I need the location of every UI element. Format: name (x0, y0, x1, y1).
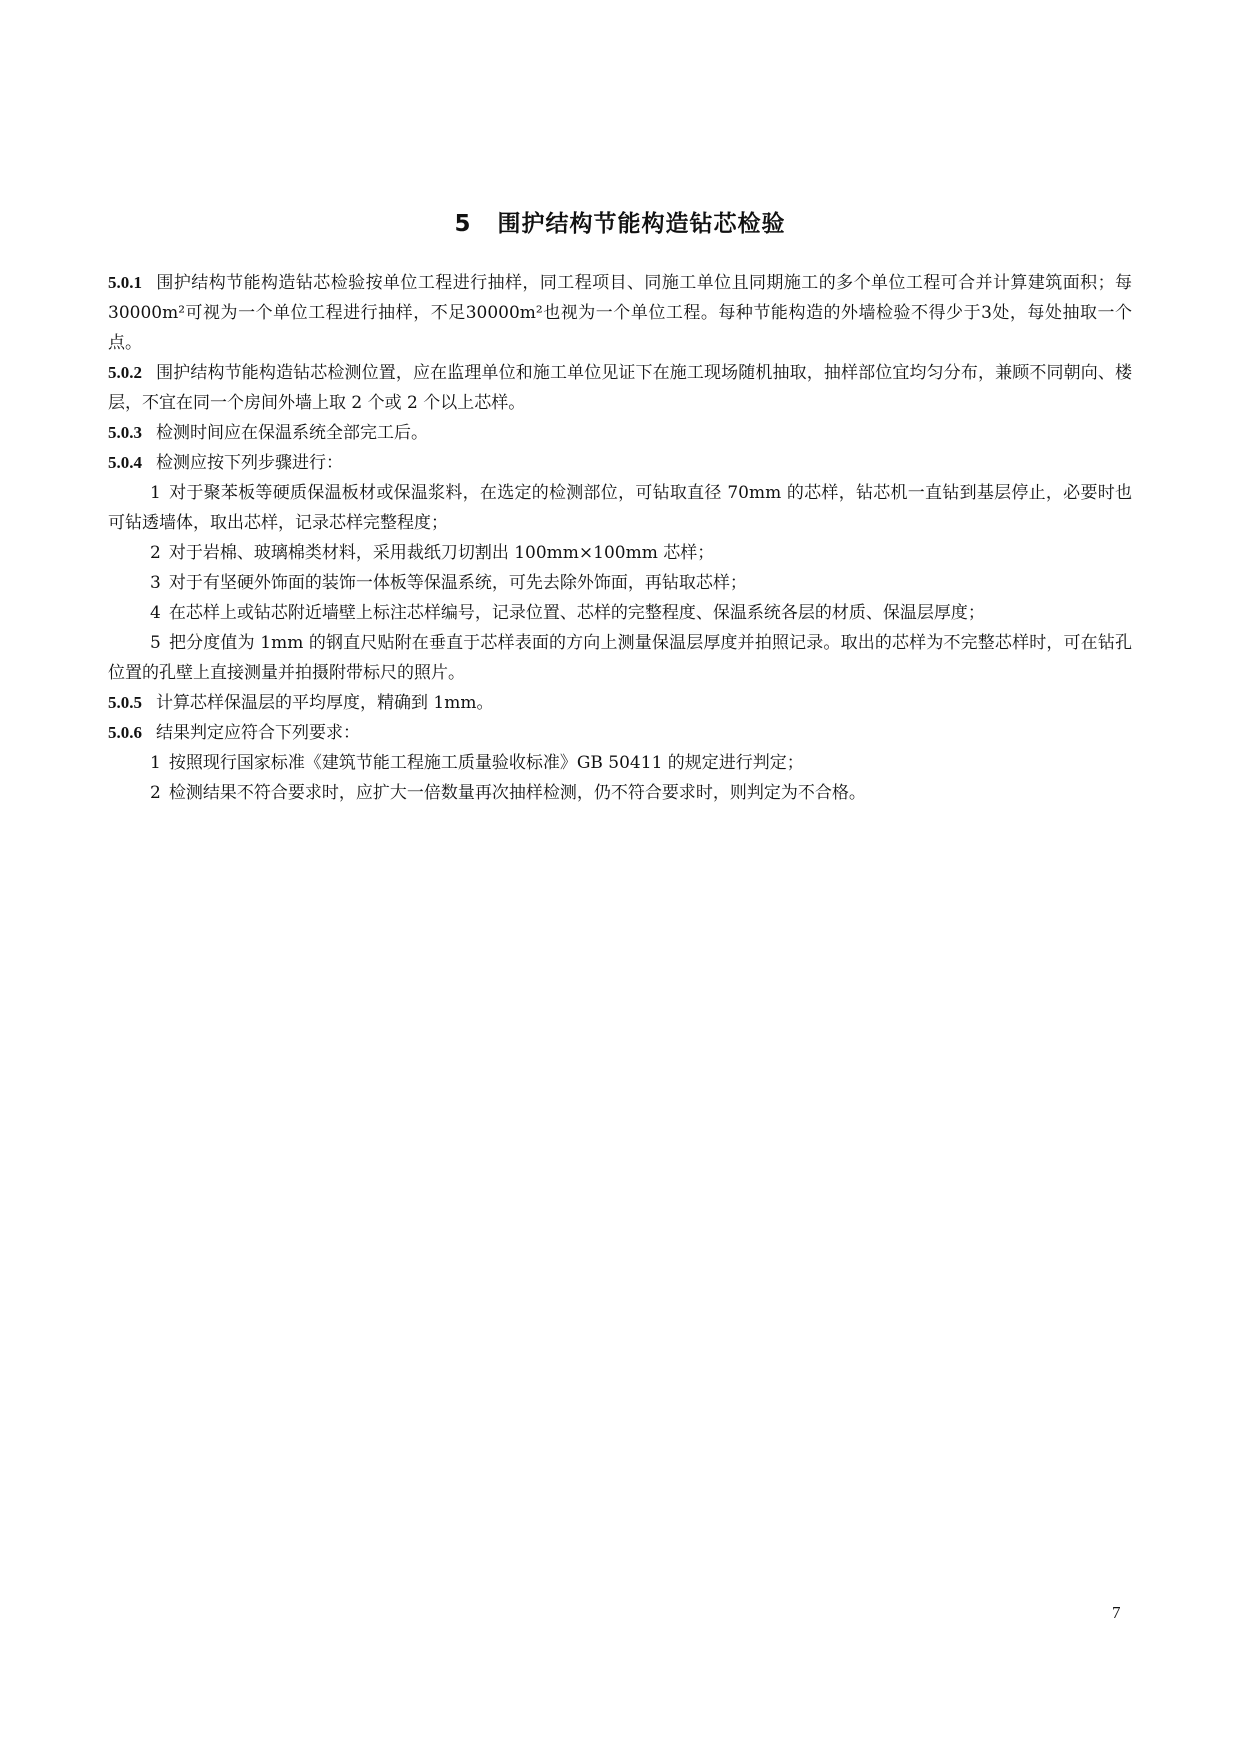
document-body (108, 205, 1132, 808)
clause-text: 结果判定应符合下列要求： (156, 723, 360, 743)
result-text: 按照现行国家标准《建筑节能工程施工质量验收标准》GB 50411 的规定进行判定； (168, 753, 804, 773)
clause-text: 检测应按下列步骤进行： (156, 453, 343, 473)
clause-5-0-5 (108, 688, 1132, 718)
clause-number: 5.0.3 (108, 423, 142, 442)
clause-number: 5.0.6 (108, 723, 142, 742)
clause-5-0-4 (108, 448, 1132, 478)
step-text: 把分度值为 1mm 的钢直尺贴附在垂直于芯样表面的方向上测量保温层厚度并拍照记录。取出的芯样为不完整芯样时，可在钻孔位置的孔壁上直接测量并拍摄附带标尺的照片。 (108, 633, 1132, 683)
clause-5-0-1 (108, 268, 1132, 358)
step-number: 4 (150, 603, 161, 623)
result-item (108, 748, 1132, 778)
step-item (108, 568, 1132, 598)
clause-number: 5.0.4 (108, 453, 142, 472)
result-item (108, 778, 1132, 808)
result-number: 1 (150, 753, 161, 773)
step-item (108, 628, 1132, 688)
clause-number: 5.0.1 (108, 273, 142, 292)
clause-5-0-6 (108, 718, 1132, 748)
clause-text: 检测时间应在保温系统全部完工后。 (156, 423, 428, 443)
step-item (108, 478, 1132, 538)
step-number: 2 (150, 543, 161, 563)
step-text: 对于有坚硬外饰面的装饰一体板等保温系统，可先去除外饰面，再钻取芯样； (168, 573, 747, 593)
clause-text: 围护结构节能构造钻芯检测位置，应在监理单位和施工单位见证下在施工现场随机抽取，抽样部位宜均匀分布，兼顾不同朝向、楼层，不宜在同一个房间外墙上取 2 个或 2 个以上芯样。 (108, 363, 1132, 413)
chapter-heading (108, 205, 1132, 238)
clause-5-0-2 (108, 358, 1132, 418)
step-number: 3 (150, 573, 161, 593)
result-text: 检测结果不符合要求时，应扩大一倍数量再次抽样检测，仍不符合要求时，则判定为不合格。 (168, 783, 866, 803)
clause-text: 计算芯样保温层的平均厚度，精确到 1mm。 (156, 693, 494, 713)
step-item (108, 538, 1132, 568)
step-text: 在芯样上或钻芯附近墙壁上标注芯样编号，记录位置、芯样的完整程度、保温系统各层的材质、保温层厚度； (168, 603, 985, 623)
chapter-number: 5 (454, 211, 472, 237)
chapter-title: 围护结构节能构造钻芯检验 (497, 211, 786, 237)
step-text: 对于聚苯板等硬质保温板材或保温浆料，在选定的检测部位，可钻取直径 70mm 的芯样，钻芯机一直钻到基层停止，必要时也可钻透墙体，取出芯样，记录芯样完整程度； (108, 483, 1132, 533)
page-number: 7 (1112, 1603, 1121, 1622)
step-number: 1 (150, 483, 161, 503)
clause-text: 围护结构节能构造钻芯检验按单位工程进行抽样，同工程项目、同施工单位且同期施工的多个单位工程可合并计算建筑面积；每30000m²可视为一个单位工程进行抽样，不足30000m²也视为一个单位工程。每种节能构造的外墙检验不得少于3处，每处抽取一个点。 (108, 273, 1132, 353)
result-number: 2 (150, 783, 161, 803)
clause-number: 5.0.2 (108, 363, 142, 382)
clause-number: 5.0.5 (108, 693, 142, 712)
clause-5-0-3 (108, 418, 1132, 448)
step-number: 5 (150, 633, 161, 653)
step-item (108, 598, 1132, 628)
step-text: 对于岩棉、玻璃棉类材料，采用裁纸刀切割出 100mm×100mm 芯样； (168, 543, 715, 563)
